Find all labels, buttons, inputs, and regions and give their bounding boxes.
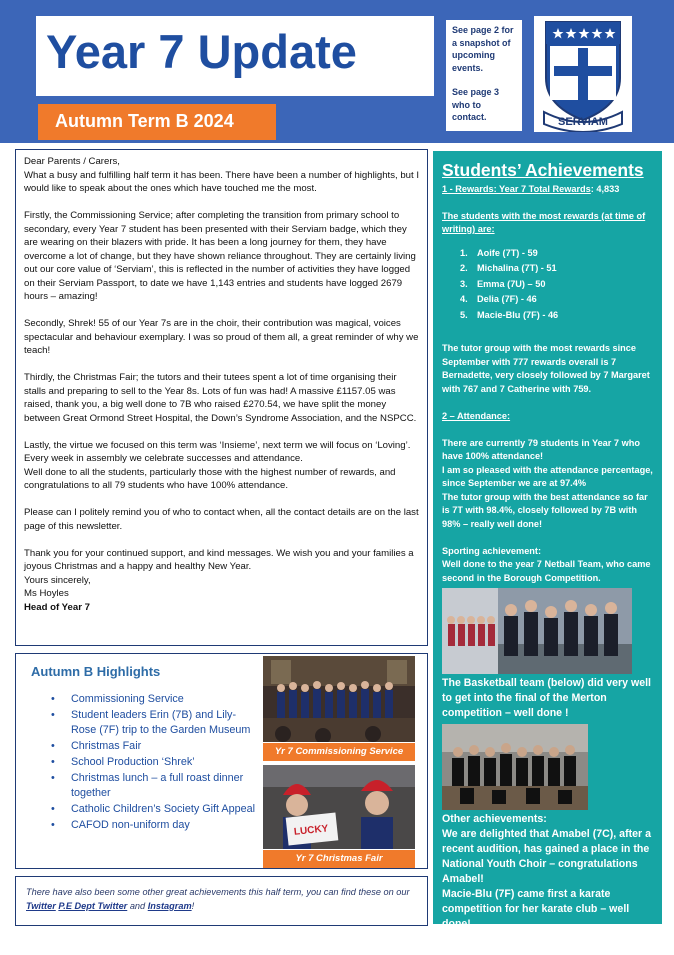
basketball-team-photo: [442, 724, 588, 810]
rewards-heading: 1 - Rewards: Year 7 Total Rewards: [442, 184, 591, 194]
list-item: • Christmas lunch – a full roast dinner together: [51, 771, 261, 801]
school-crest-logo: [534, 16, 632, 132]
letter-paragraph-6: Please can I politely remind you of who to contact when, all the contact details are on the last page of this newsletter.: [24, 507, 419, 532]
letter-paragraph-1: What a busy and fulfilling half term it has been. There have been a number of highlights, but I would like to speak about the ones which have touched me the most.: [24, 169, 420, 194]
attendance-text-2: I am so pleased with the attendance percentage, since September we are at 97.4%: [442, 464, 653, 488]
highlights-box: [15, 653, 428, 869]
letter-paragraph-7: Thank you for your continued support, and kind messages. We wish you and your families a joyous Christmas and a happy and healthy New Year.: [24, 547, 414, 572]
instagram-link[interactable]: Instagram: [147, 901, 192, 911]
list-item: • Christmas Fair: [51, 739, 261, 754]
commissioning-caption: Yr 7 Commissioning Service: [263, 743, 415, 761]
head-of-year-letter: [15, 149, 428, 646]
tutor-rewards-text: The tutor group with the most rewards since September with 777 rewards overall is 7 Bernadette, very closely followed by 7 Margaret with 767 and 7 Catherine with 759.: [442, 343, 650, 394]
list-item: 3. Emma (7U) – 50: [460, 278, 546, 289]
footer-note: [15, 876, 428, 926]
letter-signoff: Yours sincerely,: [24, 574, 91, 586]
netball-team-photo: [442, 588, 632, 674]
list-item: • Student leaders Erin (7B) and Lily-Rose (7F) trip to the Garden Museum: [51, 708, 261, 738]
list-item: • CAFOD non-uniform day: [51, 818, 261, 833]
term-label: Autumn Term B 2024: [55, 111, 234, 131]
twitter-link[interactable]: Twitter: [26, 901, 56, 911]
other-achievement-1: We are delighted that Amabel (7C), after a recent audition, has gained a place in the National Youth Choir – congratulations Amabel!: [442, 828, 651, 885]
letter-paragraph-5b: Well done to all the students, particularly those with the highest number of rewards, and congratulations to all 79 students who have 100% attendance.: [24, 466, 396, 491]
sporting-heading: Sporting achievement:: [442, 545, 542, 556]
other-achievement-2: Macie-Blu (7F) came first a karate competition for her karate club – well done!: [442, 888, 630, 930]
title-box: [36, 16, 434, 96]
attendance-text-3: The tutor group with the best attendance so far is 7T with 98.4%, closely followed by 7B with 98% – really well done!: [442, 491, 648, 529]
page-pointer-box: [446, 20, 522, 131]
term-banner: [38, 104, 276, 140]
svg-text:LUCKY: LUCKY: [293, 823, 329, 838]
attendance-text-1: There are currently 79 students in Year 7 who have 100% attendance!: [442, 437, 640, 461]
most-rewards-heading: The students with the most rewards (at time of writing) are:: [442, 210, 646, 234]
crest-icon: [534, 16, 632, 132]
list-item: 5. Macie-Blu (7F) - 46: [460, 309, 559, 320]
achievements-title: Students’ Achievements: [442, 160, 644, 180]
other-achievements-heading: Other achievements:: [442, 813, 547, 825]
list-item: • Commissioning Service: [51, 692, 261, 707]
letter-signatory-name: Ms Hoyles: [24, 588, 69, 599]
footer-end: !: [191, 901, 195, 911]
christmas-fair-caption: Yr 7 Christmas Fair: [263, 850, 415, 868]
crest-motto: SERVIAM: [558, 116, 608, 128]
pe-dept-twitter-link[interactable]: P.E Dept Twitter: [58, 901, 128, 911]
commissioning-service-photo: [263, 656, 415, 742]
students-achievements-panel: [433, 151, 662, 930]
see-page-2-note: See page 2 for a snapshot of upcoming events.: [452, 25, 514, 73]
list-item: 2. Michalina (7T) - 51: [460, 263, 557, 273]
see-page-3-note: See page 3 who to contact.: [452, 87, 500, 122]
list-item: 4. Delia (7F) - 46: [460, 294, 537, 304]
letter-signatory-role: Head of Year 7: [24, 601, 90, 613]
attendance-heading: 2 – Attendance:: [442, 410, 511, 421]
list-item: • Catholic Children’s Society Gift Appeal: [51, 802, 261, 817]
newsletter-title: Year 7 Update: [46, 25, 357, 78]
footer-and: and: [127, 901, 148, 911]
christmas-fair-photo: [263, 765, 415, 849]
rewards-line: [442, 183, 653, 197]
letter-salutation: Dear Parents / Carers,: [24, 156, 120, 167]
letter-paragraph-5a: Lastly, the virtue we focused on this term was ‘Insieme’, next term we will focus on ‘Loving’. Every week in assembly we celebrate successes and attendance.: [24, 439, 411, 464]
list-item: 1. Aoife (7T) - 59: [460, 247, 538, 258]
footer-text: There have also been some other great achievements this half term, you can find these on our: [26, 887, 410, 897]
letter-paragraph-2: Firstly, the Commissioning Service; after completing the transition from primary school to secondary, every Year 7 student has been presented with their Serviam badge, which they are wearing on their blazers with pride. It has been a long journey for them, they have overcome a lot of change, but they have shown reliance throughout. They are certainly living out our core value of ‘Serviam’, this is reflected in the number of activities they have logged on their Serviam Passport, to date we have 1,143 entries and students have logged 2679 hours – amazing!: [24, 210, 416, 302]
letter-paragraph-4: Thirdly, the Christmas Fair; the tutors and their tutees spent a lot of time organising their stalls and preparing to sell to the Year 8s. Lots of fun was had! A massive £1157.05 was raised, thank you, a big well done to 7B who raised £270.54, we have split the money between Great Ormond Street Hospital, the Down’s Syndrome Association, and the NSPCC.: [24, 372, 417, 424]
sporting-text: Well done to the year 7 Netball Team, who came second in the Borough Competition.: [442, 559, 651, 583]
top-students-list: [460, 247, 653, 323]
highlights-list: [51, 692, 261, 834]
basketball-text: The Basketball team (below) did very well to get into the final of the Merton competition – well done !: [442, 677, 651, 719]
list-item: • School Production ‘Shrek’: [51, 755, 261, 770]
highlights-title: Autumn B Highlights: [31, 664, 161, 679]
rewards-total: : 4,833: [590, 184, 620, 194]
letter-paragraph-3: Secondly, Shrek! 55 of our Year 7s are in the choir, their contribution was magical, voices spectacular and behaviour exemplary. I was so proud of them all, a great reminder of why we teach!: [24, 318, 419, 356]
